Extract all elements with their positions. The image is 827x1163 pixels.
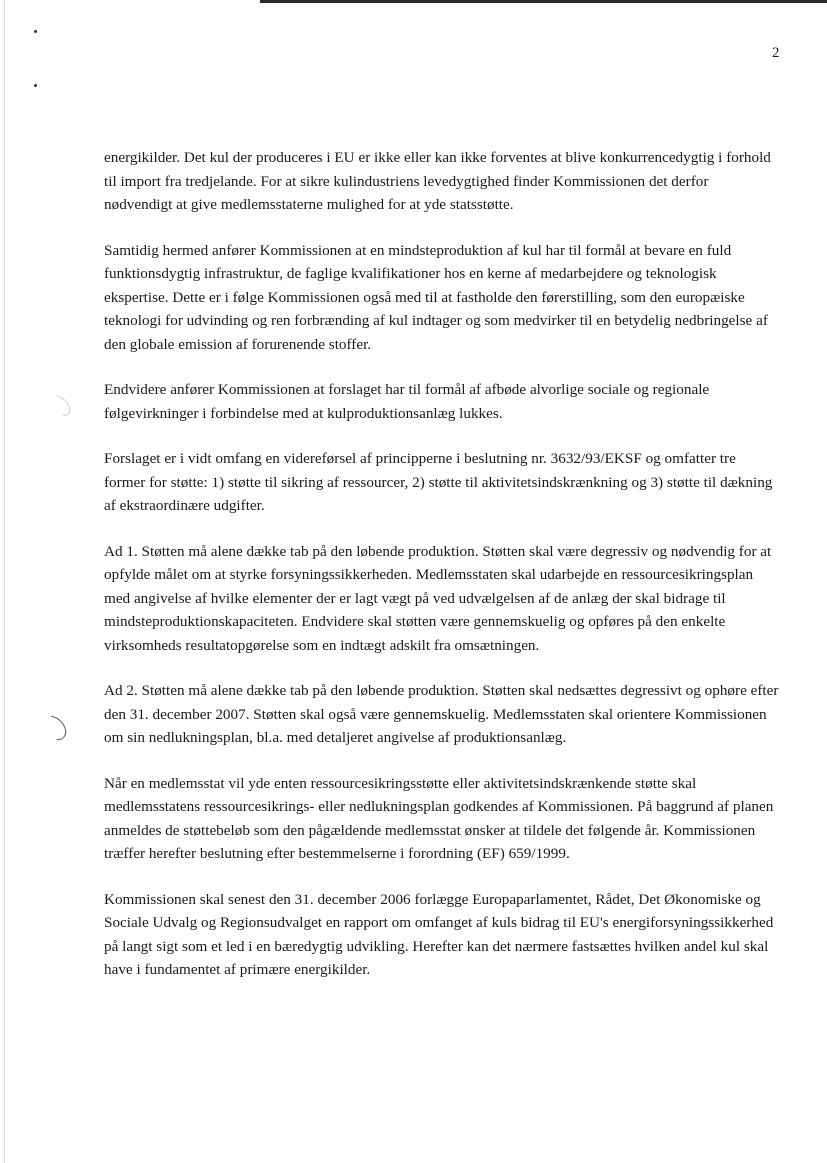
top-scan-edge [260,0,827,3]
body-text [104,146,780,1004]
scan-speck [34,84,37,87]
punch-hole-mark [37,711,71,745]
paragraph: Ad 1. Støtten må alene dække tab på den løbende produktion. Støtten skal være degressiv og nødvendig for at opfylde målet om at styrke forsyningssikkerheden. Medlemsstaten skal udarbejde en ressourcesikringsplan med angivelse af hvilke elementer der er lagt vægt på ved udvælgelsen af de anlæg der skal bidrage til mindsteproduktionskapaciteten. Endvidere skal støtten være gennemskuelig og opføres på den enkelte virksomheds resultatopgørelse som en indtægt adskilt fra omsætningen. [104,542,772,654]
paragraph: Når en medlemsstat vil yde enten ressourcesikringsstøtte eller aktivitetsindskrænkende støtte skal medlemsstatens ressourcesikrings- eller nedlukningsplan godkendes af Kommissionen. På baggrund af planen anmeldes de støttebeløb som den pågældende medlemsstat ønsker at tildele det følgende år. Kommissionen træffer herefter beslutning efter bestemmelserne i forordning (EF) 659/1999. [104,774,774,862]
punch-hole-mark [46,392,74,420]
paragraph: Endvidere anfører Kommissionen at forslaget har til formål af afbøde alvorlige sociale og regionale følgevirkninger i forbindelse med at kulproduktionsanlæg lukkes. [104,381,710,422]
left-scan-edge [4,0,5,1163]
paragraph: Samtidig hermed anfører Kommissionen at en mindsteproduktion af kul har til formål at bevare en fuld funktionsdygtig infrastruktur, de faglige kvalifikationer hos en kerne af medarbejdere og teknologisk ekspertise. Dette er i følge Kommissionen også med til at fastholde den førerstilling, som den europæiske teknologi for udvinding og ren forbrænding af kul indtager og som medvirker til en betydelig nedbringelse af den globale emission af forurenende stoffer. [104,241,768,353]
paragraph: Forslaget er i vidt omfang en videreførsel af principperne i beslutning nr. 3632/93/EKSF og omfatter tre former for støtte: 1) støtte til sikring af ressourcer, 2) støtte til aktivitetsindskrænkning og 3) støtte til dækning af ekstraordinære udgifter. [104,450,773,514]
page-number: 2 [772,45,780,61]
scan-speck [34,30,37,33]
paragraph: energikilder. Det kul der produceres i EU er ikke eller kan ikke forventes at blive konkurrencedygtig i forhold til import fra tredjelande. For at sikre kulindustriens levedygtighed finder Kommissionen det derfor nødvendigt at give medlemsstaterne mulighed for at yde statsstøtte. [104,149,771,213]
paragraph: Ad 2. Støtten må alene dække tab på den løbende produktion. Støtten skal nedsættes degressivt og ophøre efter den 31. december 2007. Støtten skal også være gennemskuelig. Medlemsstaten skal orientere Kommissionen om sin nedlukningsplan, bl.a. med detaljeret angivelse af produktionsanlæg. [104,682,779,746]
paragraph: Kommissionen skal senest den 31. december 2006 forlægge Europaparlamentet, Rådet, Det Økonomiske og Sociale Udvalg og Regionsudvalget en rapport om omfanget af kuls bidrag til EU's energiforsyningssikkerhed på langt sigt som et led i en bæredygtig udvikling. Herefter kan det nærmere fastsættes hvilken andel kul skal have i fundamentet af primære energikilder. [104,890,774,978]
